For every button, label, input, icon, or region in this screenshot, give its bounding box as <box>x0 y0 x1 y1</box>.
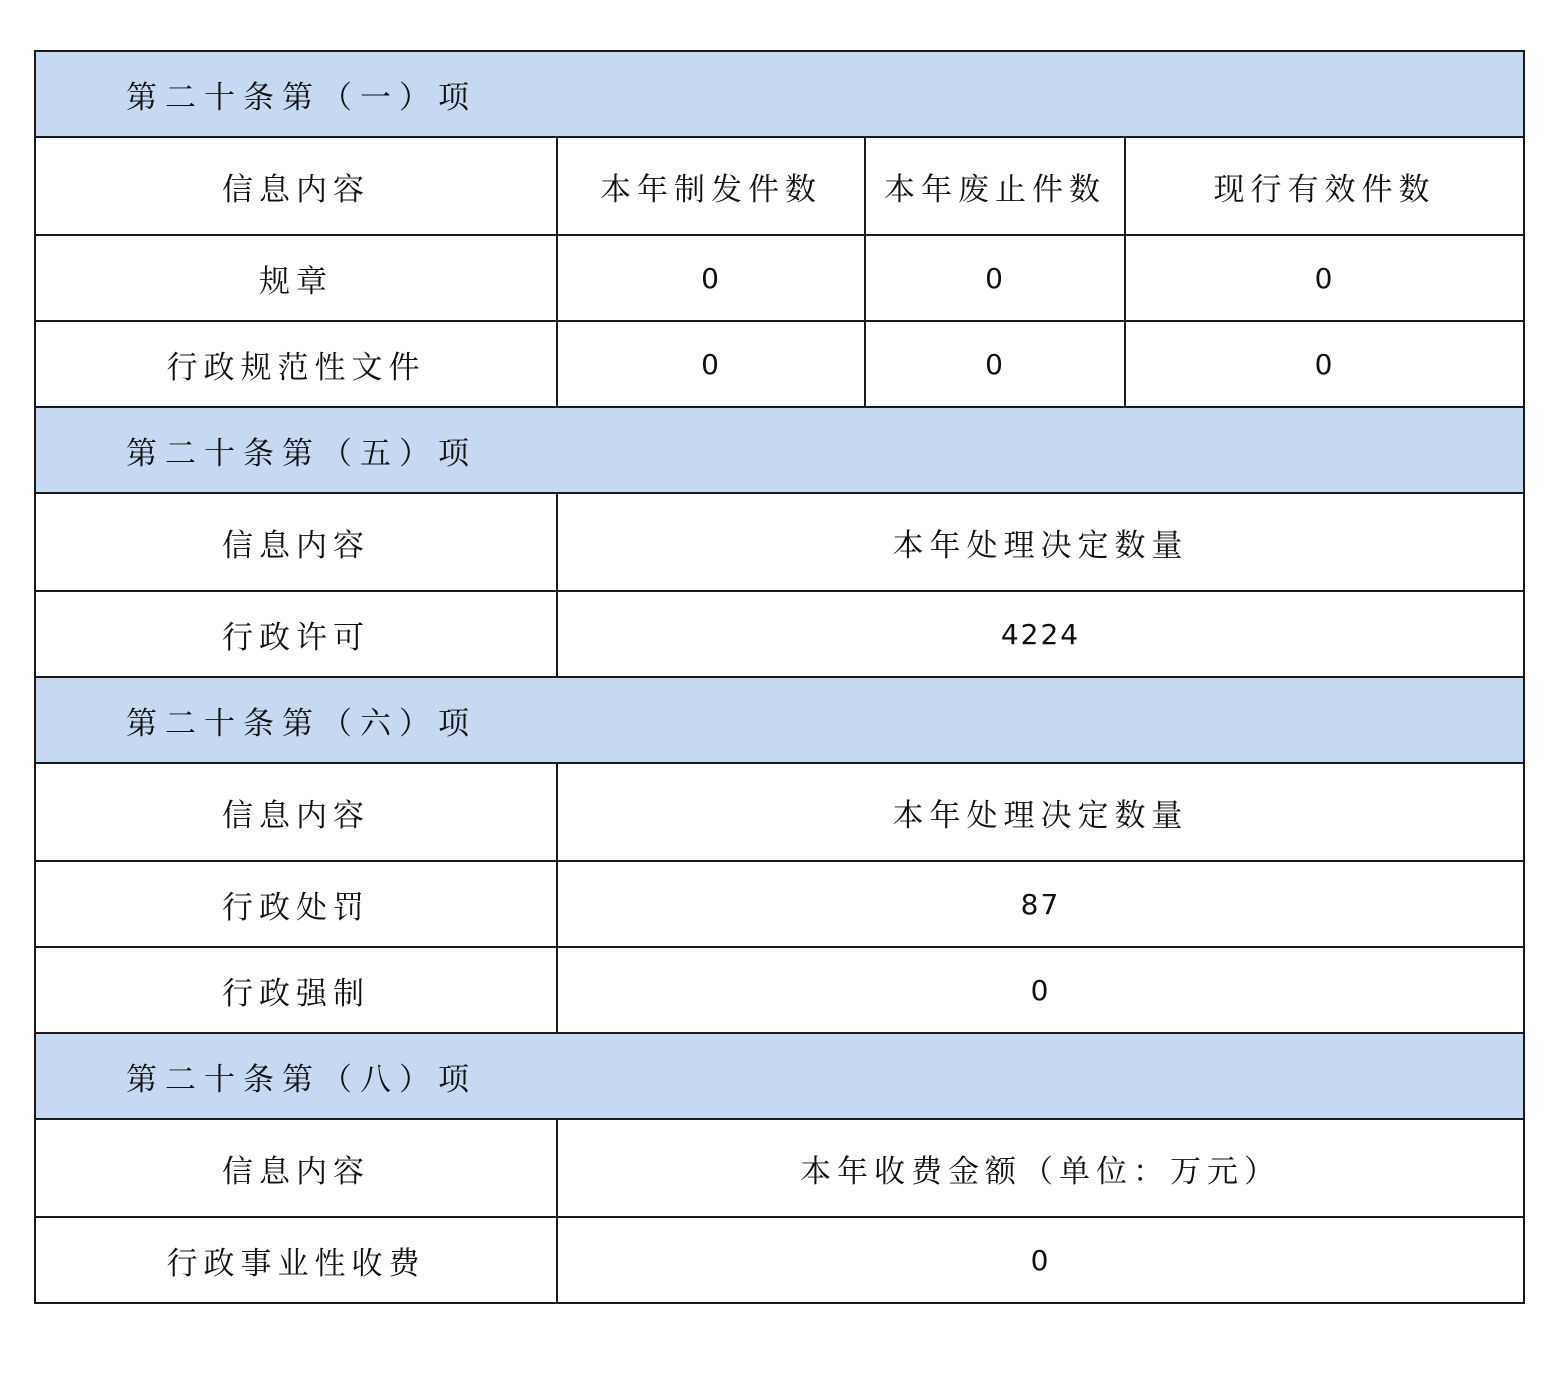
header-row <box>35 137 1524 235</box>
header-row <box>35 1119 1524 1217</box>
cell-value: 0 <box>865 235 1125 321</box>
section-row <box>35 51 1524 137</box>
row-label: 规章 <box>35 235 557 321</box>
disclosure-table <box>34 50 1525 1304</box>
column-header: 本年处理决定数量 <box>557 763 1524 861</box>
section-title: 第二十条第（五）项 <box>35 407 1524 493</box>
section-title: 第二十条第（一）项 <box>35 51 1524 137</box>
section-row <box>35 1033 1524 1119</box>
cell-value: 0 <box>557 235 865 321</box>
header-row <box>35 763 1524 861</box>
row-label: 行政强制 <box>35 947 557 1033</box>
column-header: 信息内容 <box>35 137 557 235</box>
cell-value: 0 <box>1125 235 1524 321</box>
cell-value: 0 <box>557 321 865 407</box>
cell-value: 87 <box>557 861 1524 947</box>
row-label: 行政事业性收费 <box>35 1217 557 1303</box>
section-title: 第二十条第（八）项 <box>35 1033 1524 1119</box>
cell-value: 0 <box>557 1217 1524 1303</box>
section-row <box>35 677 1524 763</box>
section-row <box>35 407 1524 493</box>
column-header: 信息内容 <box>35 493 557 591</box>
table-row <box>35 591 1524 677</box>
column-header: 本年收费金额（单位：万元） <box>557 1119 1524 1217</box>
table-row <box>35 1217 1524 1303</box>
column-header: 本年制发件数 <box>557 137 865 235</box>
cell-value: 0 <box>557 947 1524 1033</box>
section-title: 第二十条第（六）项 <box>35 677 1524 763</box>
column-header: 信息内容 <box>35 763 557 861</box>
cell-value: 0 <box>865 321 1125 407</box>
table-row <box>35 321 1524 407</box>
cell-value: 0 <box>1125 321 1524 407</box>
column-header: 现行有效件数 <box>1125 137 1524 235</box>
row-label: 行政处罚 <box>35 861 557 947</box>
cell-value: 4224 <box>557 591 1524 677</box>
row-label: 行政许可 <box>35 591 557 677</box>
column-header: 本年废止件数 <box>865 137 1125 235</box>
table-row <box>35 235 1524 321</box>
table-row <box>35 861 1524 947</box>
column-header: 本年处理决定数量 <box>557 493 1524 591</box>
row-label: 行政规范性文件 <box>35 321 557 407</box>
table-row <box>35 947 1524 1033</box>
column-header: 信息内容 <box>35 1119 557 1217</box>
header-row <box>35 493 1524 591</box>
